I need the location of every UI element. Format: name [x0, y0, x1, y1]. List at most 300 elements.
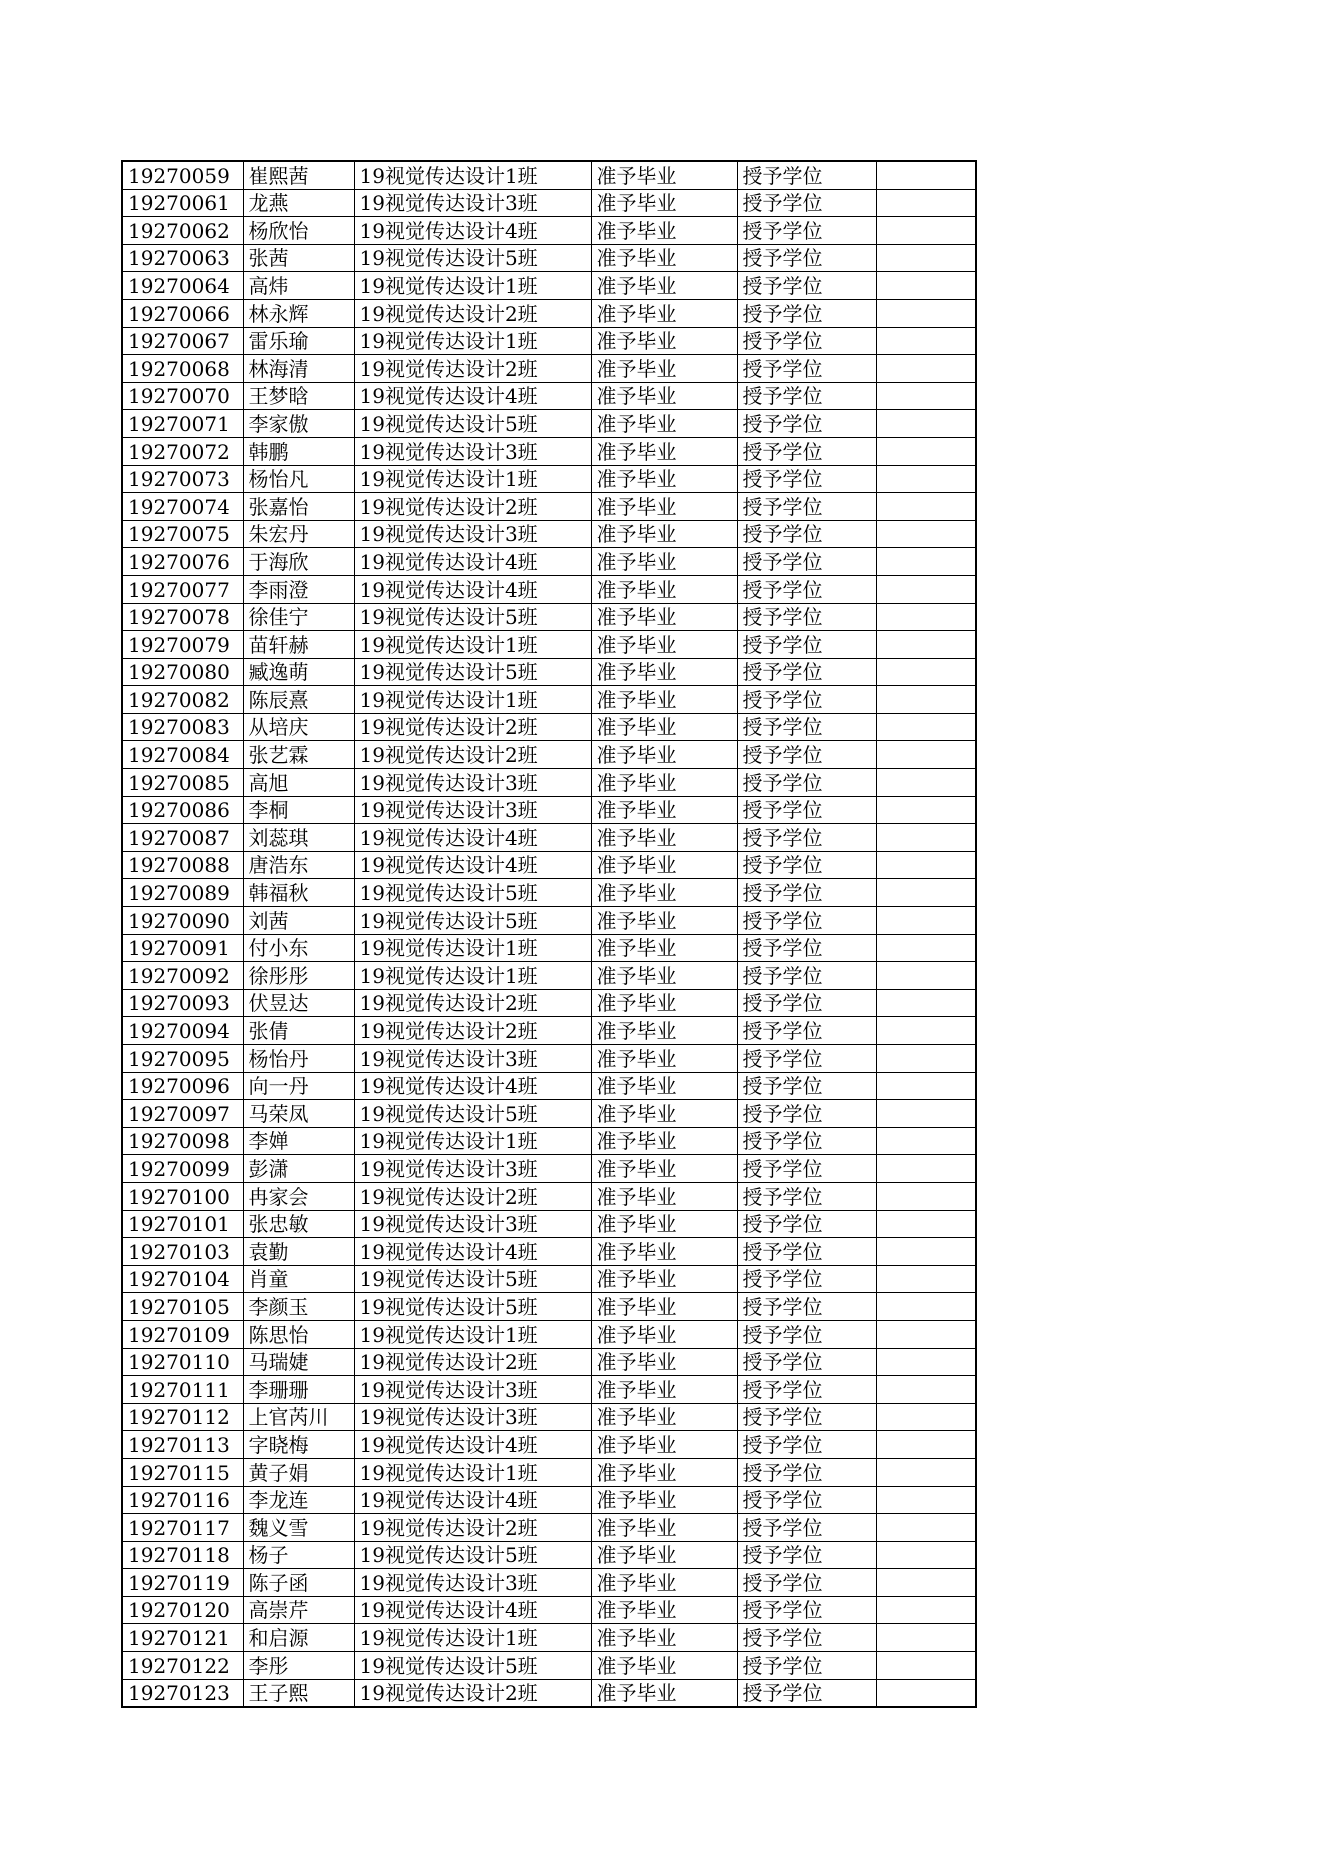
note-cell [876, 824, 976, 852]
note-cell [876, 1569, 976, 1597]
student-name-cell: 林海清 [243, 355, 354, 383]
table-row [122, 851, 976, 879]
student-id-cell: 19270087 [122, 824, 243, 852]
graduation-status-cell: 准予毕业 [591, 686, 737, 714]
graduation-status-cell: 准予毕业 [591, 796, 737, 824]
degree-status-cell: 授予学位 [737, 1100, 876, 1128]
student-id-cell: 19270119 [122, 1569, 243, 1597]
student-name-cell: 李颜玉 [243, 1293, 354, 1321]
class-name-cell: 19视觉传达设计4班 [354, 1238, 591, 1266]
class-name-cell: 19视觉传达设计4班 [354, 1486, 591, 1514]
student-id-cell: 19270073 [122, 465, 243, 493]
degree-status-cell: 授予学位 [737, 161, 876, 189]
student-id-cell: 19270067 [122, 327, 243, 355]
student-id-cell: 19270070 [122, 382, 243, 410]
class-name-cell: 19视觉传达设计2班 [354, 1348, 591, 1376]
note-cell [876, 934, 976, 962]
student-name-cell: 杨子 [243, 1541, 354, 1569]
table-row [122, 1652, 976, 1680]
student-id-cell: 19270112 [122, 1403, 243, 1431]
degree-status-cell: 授予学位 [737, 1652, 876, 1680]
student-name-cell: 张嘉怡 [243, 493, 354, 521]
graduation-status-cell: 准予毕业 [591, 382, 737, 410]
student-name-cell: 陈子函 [243, 1569, 354, 1597]
student-id-cell: 19270104 [122, 1265, 243, 1293]
degree-status-cell: 授予学位 [737, 1072, 876, 1100]
student-id-cell: 19270117 [122, 1514, 243, 1542]
student-id-cell: 19270072 [122, 437, 243, 465]
note-cell [876, 1210, 976, 1238]
student-name-cell: 刘蕊琪 [243, 824, 354, 852]
table-row [122, 603, 976, 631]
student-id-cell: 19270084 [122, 741, 243, 769]
class-name-cell: 19视觉传达设计1班 [354, 1320, 591, 1348]
student-name-cell: 杨欣怡 [243, 217, 354, 245]
graduation-status-cell: 准予毕业 [591, 1624, 737, 1652]
degree-status-cell: 授予学位 [737, 1376, 876, 1404]
note-cell [876, 1293, 976, 1321]
degree-status-cell: 授予学位 [737, 382, 876, 410]
note-cell [876, 1514, 976, 1542]
student-id-cell: 19270099 [122, 1155, 243, 1183]
graduation-status-cell: 准予毕业 [591, 244, 737, 272]
graduation-status-cell: 准予毕业 [591, 1155, 737, 1183]
graduation-status-cell: 准予毕业 [591, 1045, 737, 1073]
student-name-cell: 唐浩东 [243, 851, 354, 879]
degree-status-cell: 授予学位 [737, 410, 876, 438]
class-name-cell: 19视觉传达设计3班 [354, 1210, 591, 1238]
class-name-cell: 19视觉传达设计5班 [354, 907, 591, 935]
student-id-cell: 19270080 [122, 658, 243, 686]
table-row [122, 1403, 976, 1431]
student-id-cell: 19270091 [122, 934, 243, 962]
graduation-status-cell: 准予毕业 [591, 1486, 737, 1514]
note-cell [876, 713, 976, 741]
student-id-cell: 19270110 [122, 1348, 243, 1376]
student-name-cell: 苗轩赫 [243, 631, 354, 659]
graduation-status-cell: 准予毕业 [591, 1514, 737, 1542]
degree-status-cell: 授予学位 [737, 1486, 876, 1514]
table-row [122, 1127, 976, 1155]
degree-status-cell: 授予学位 [737, 1679, 876, 1707]
table-row [122, 824, 976, 852]
note-cell [876, 658, 976, 686]
table-row [122, 1293, 976, 1321]
student-name-cell: 李婵 [243, 1127, 354, 1155]
note-cell [876, 989, 976, 1017]
student-id-cell: 19270066 [122, 299, 243, 327]
degree-status-cell: 授予学位 [737, 603, 876, 631]
degree-status-cell: 授予学位 [737, 465, 876, 493]
class-name-cell: 19视觉传达设计1班 [354, 1624, 591, 1652]
class-name-cell: 19视觉传达设计1班 [354, 686, 591, 714]
class-name-cell: 19视觉传达设计2班 [354, 713, 591, 741]
table-row [122, 1265, 976, 1293]
student-name-cell: 林永辉 [243, 299, 354, 327]
student-id-cell: 19270086 [122, 796, 243, 824]
table-row [122, 1348, 976, 1376]
note-cell [876, 1679, 976, 1707]
note-cell [876, 1624, 976, 1652]
student-name-cell: 崔熙茜 [243, 161, 354, 189]
student-id-cell: 19270116 [122, 1486, 243, 1514]
graduation-status-cell: 准予毕业 [591, 1293, 737, 1321]
graduation-status-cell: 准予毕业 [591, 1210, 737, 1238]
graduation-status-cell: 准予毕业 [591, 548, 737, 576]
graduation-status-cell: 准予毕业 [591, 1127, 737, 1155]
student-id-cell: 19270113 [122, 1431, 243, 1459]
student-id-cell: 19270079 [122, 631, 243, 659]
class-name-cell: 19视觉传达设计3班 [354, 520, 591, 548]
note-cell [876, 741, 976, 769]
class-name-cell: 19视觉传达设计4班 [354, 851, 591, 879]
student-id-cell: 19270109 [122, 1320, 243, 1348]
student-name-cell: 冉家会 [243, 1182, 354, 1210]
table-row [122, 989, 976, 1017]
note-cell [876, 1541, 976, 1569]
graduation-status-cell: 准予毕业 [591, 465, 737, 493]
table-row [122, 658, 976, 686]
student-id-cell: 19270077 [122, 575, 243, 603]
student-name-cell: 徐佳宁 [243, 603, 354, 631]
note-cell [876, 1403, 976, 1431]
note-cell [876, 1017, 976, 1045]
degree-status-cell: 授予学位 [737, 741, 876, 769]
degree-status-cell: 授予学位 [737, 1403, 876, 1431]
degree-status-cell: 授予学位 [737, 934, 876, 962]
class-name-cell: 19视觉传达设计2班 [354, 1182, 591, 1210]
student-id-cell: 19270075 [122, 520, 243, 548]
degree-status-cell: 授予学位 [737, 575, 876, 603]
student-id-cell: 19270095 [122, 1045, 243, 1073]
table-row [122, 769, 976, 797]
note-cell [876, 631, 976, 659]
student-id-cell: 19270103 [122, 1238, 243, 1266]
note-cell [876, 962, 976, 990]
table-row [122, 741, 976, 769]
note-cell [876, 410, 976, 438]
student-id-cell: 19270082 [122, 686, 243, 714]
student-name-cell: 李雨澄 [243, 575, 354, 603]
graduation-status-cell: 准予毕业 [591, 493, 737, 521]
degree-status-cell: 授予学位 [737, 189, 876, 217]
graduation-status-cell: 准予毕业 [591, 1569, 737, 1597]
note-cell [876, 769, 976, 797]
table-row [122, 907, 976, 935]
student-name-cell: 陈思怡 [243, 1320, 354, 1348]
student-id-cell: 19270122 [122, 1652, 243, 1680]
student-id-cell: 19270105 [122, 1293, 243, 1321]
graduation-status-cell: 准予毕业 [591, 1320, 737, 1348]
graduation-status-cell: 准予毕业 [591, 1376, 737, 1404]
graduation-status-cell: 准予毕业 [591, 1458, 737, 1486]
note-cell [876, 1072, 976, 1100]
table-row [122, 1320, 976, 1348]
table-row [122, 465, 976, 493]
note-cell [876, 1127, 976, 1155]
degree-status-cell: 授予学位 [737, 907, 876, 935]
student-name-cell: 陈辰熹 [243, 686, 354, 714]
table-row [122, 686, 976, 714]
class-name-cell: 19视觉传达设计1班 [354, 272, 591, 300]
note-cell [876, 603, 976, 631]
graduation-status-cell: 准予毕业 [591, 713, 737, 741]
class-name-cell: 19视觉传达设计5班 [354, 658, 591, 686]
graduation-status-cell: 准予毕业 [591, 879, 737, 907]
student-name-cell: 马瑞婕 [243, 1348, 354, 1376]
graduation-status-cell: 准予毕业 [591, 189, 737, 217]
student-id-cell: 19270111 [122, 1376, 243, 1404]
table-row [122, 327, 976, 355]
student-name-cell: 付小东 [243, 934, 354, 962]
table-row [122, 1155, 976, 1183]
degree-status-cell: 授予学位 [737, 1293, 876, 1321]
table-row [122, 1514, 976, 1542]
table-row [122, 548, 976, 576]
note-cell [876, 1155, 976, 1183]
note-cell [876, 1238, 976, 1266]
graduation-status-cell: 准予毕业 [591, 1017, 737, 1045]
class-name-cell: 19视觉传达设计2班 [354, 299, 591, 327]
class-name-cell: 19视觉传达设计2班 [354, 1679, 591, 1707]
student-name-cell: 张忠敏 [243, 1210, 354, 1238]
degree-status-cell: 授予学位 [737, 631, 876, 659]
note-cell [876, 575, 976, 603]
student-id-cell: 19270083 [122, 713, 243, 741]
degree-status-cell: 授予学位 [737, 244, 876, 272]
table-row [122, 1072, 976, 1100]
table-row [122, 1569, 976, 1597]
table-row [122, 796, 976, 824]
graduation-status-cell: 准予毕业 [591, 1679, 737, 1707]
note-cell [876, 548, 976, 576]
student-name-cell: 朱宏丹 [243, 520, 354, 548]
class-name-cell: 19视觉传达设计5班 [354, 1265, 591, 1293]
table-row [122, 1182, 976, 1210]
degree-status-cell: 授予学位 [737, 851, 876, 879]
class-name-cell: 19视觉传达设计3班 [354, 1569, 591, 1597]
note-cell [876, 217, 976, 245]
student-id-cell: 19270061 [122, 189, 243, 217]
class-name-cell: 19视觉传达设计4班 [354, 1072, 591, 1100]
class-name-cell: 19视觉传达设计4班 [354, 575, 591, 603]
class-name-cell: 19视觉传达设计5班 [354, 244, 591, 272]
student-id-cell: 19270096 [122, 1072, 243, 1100]
degree-status-cell: 授予学位 [737, 769, 876, 797]
class-name-cell: 19视觉传达设计3班 [354, 769, 591, 797]
class-name-cell: 19视觉传达设计2班 [354, 741, 591, 769]
class-name-cell: 19视觉传达设计1班 [354, 1458, 591, 1486]
table-row [122, 299, 976, 327]
student-name-cell: 张倩 [243, 1017, 354, 1045]
student-name-cell: 李桐 [243, 796, 354, 824]
student-name-cell: 高旭 [243, 769, 354, 797]
note-cell [876, 1596, 976, 1624]
degree-status-cell: 授予学位 [737, 1127, 876, 1155]
graduation-status-cell: 准予毕业 [591, 907, 737, 935]
student-name-cell: 雷乐瑜 [243, 327, 354, 355]
student-name-cell: 杨怡凡 [243, 465, 354, 493]
class-name-cell: 19视觉传达设计5班 [354, 1293, 591, 1321]
class-name-cell: 19视觉传达设计1班 [354, 161, 591, 189]
table-row [122, 189, 976, 217]
table-row [122, 410, 976, 438]
degree-status-cell: 授予学位 [737, 1265, 876, 1293]
student-id-cell: 19270101 [122, 1210, 243, 1238]
degree-status-cell: 授予学位 [737, 1596, 876, 1624]
class-name-cell: 19视觉传达设计3班 [354, 437, 591, 465]
graduation-status-cell: 准予毕业 [591, 299, 737, 327]
class-name-cell: 19视觉传达设计4班 [354, 1431, 591, 1459]
degree-status-cell: 授予学位 [737, 520, 876, 548]
student-name-cell: 刘茜 [243, 907, 354, 935]
graduation-status-cell: 准予毕业 [591, 1403, 737, 1431]
class-name-cell: 19视觉传达设计5班 [354, 1541, 591, 1569]
student-graduation-table [121, 160, 977, 1708]
class-name-cell: 19视觉传达设计1班 [354, 465, 591, 493]
note-cell [876, 465, 976, 493]
degree-status-cell: 授予学位 [737, 1320, 876, 1348]
degree-status-cell: 授予学位 [737, 989, 876, 1017]
note-cell [876, 299, 976, 327]
note-cell [876, 493, 976, 521]
graduation-status-cell: 准予毕业 [591, 851, 737, 879]
class-name-cell: 19视觉传达设计1班 [354, 327, 591, 355]
class-name-cell: 19视觉传达设计2班 [354, 989, 591, 1017]
student-name-cell: 王梦晗 [243, 382, 354, 410]
degree-status-cell: 授予学位 [737, 1182, 876, 1210]
class-name-cell: 19视觉传达设计1班 [354, 1127, 591, 1155]
degree-status-cell: 授予学位 [737, 686, 876, 714]
class-name-cell: 19视觉传达设计3班 [354, 796, 591, 824]
note-cell [876, 1431, 976, 1459]
graduation-status-cell: 准予毕业 [591, 1100, 737, 1128]
table-row [122, 244, 976, 272]
table-row [122, 1624, 976, 1652]
degree-status-cell: 授予学位 [737, 1210, 876, 1238]
degree-status-cell: 授予学位 [737, 1431, 876, 1459]
graduation-status-cell: 准予毕业 [591, 1541, 737, 1569]
note-cell [876, 879, 976, 907]
table-row [122, 1541, 976, 1569]
note-cell [876, 1045, 976, 1073]
graduation-status-cell: 准予毕业 [591, 1652, 737, 1680]
student-id-cell: 19270092 [122, 962, 243, 990]
student-name-cell: 李龙连 [243, 1486, 354, 1514]
degree-status-cell: 授予学位 [737, 962, 876, 990]
table-row [122, 382, 976, 410]
table-row [122, 575, 976, 603]
table-row [122, 1458, 976, 1486]
class-name-cell: 19视觉传达设计1班 [354, 631, 591, 659]
note-cell [876, 851, 976, 879]
degree-status-cell: 授予学位 [737, 272, 876, 300]
table-row [122, 631, 976, 659]
table-row [122, 1486, 976, 1514]
student-name-cell: 李珊珊 [243, 1376, 354, 1404]
class-name-cell: 19视觉传达设计4班 [354, 548, 591, 576]
class-name-cell: 19视觉传达设计1班 [354, 962, 591, 990]
degree-status-cell: 授予学位 [737, 796, 876, 824]
student-id-cell: 19270115 [122, 1458, 243, 1486]
student-id-cell: 19270121 [122, 1624, 243, 1652]
student-id-cell: 19270094 [122, 1017, 243, 1045]
student-name-cell: 张艺霖 [243, 741, 354, 769]
graduation-status-cell: 准予毕业 [591, 769, 737, 797]
class-name-cell: 19视觉传达设计2班 [354, 493, 591, 521]
note-cell [876, 355, 976, 383]
student-name-cell: 伏昱达 [243, 989, 354, 1017]
table-row [122, 1045, 976, 1073]
note-cell [876, 327, 976, 355]
student-id-cell: 19270123 [122, 1679, 243, 1707]
note-cell [876, 686, 976, 714]
student-id-cell: 19270076 [122, 548, 243, 576]
graduation-status-cell: 准予毕业 [591, 272, 737, 300]
note-cell [876, 907, 976, 935]
table-row [122, 1210, 976, 1238]
table-row [122, 217, 976, 245]
student-id-cell: 19270064 [122, 272, 243, 300]
graduation-status-cell: 准予毕业 [591, 355, 737, 383]
note-cell [876, 189, 976, 217]
graduation-status-cell: 准予毕业 [591, 327, 737, 355]
class-name-cell: 19视觉传达设计2班 [354, 1017, 591, 1045]
graduation-status-cell: 准予毕业 [591, 1596, 737, 1624]
graduation-status-cell: 准予毕业 [591, 989, 737, 1017]
class-name-cell: 19视觉传达设计5班 [354, 603, 591, 631]
graduation-status-cell: 准予毕业 [591, 1431, 737, 1459]
note-cell [876, 1652, 976, 1680]
student-id-cell: 19270063 [122, 244, 243, 272]
student-name-cell: 黄子娟 [243, 1458, 354, 1486]
graduation-status-cell: 准予毕业 [591, 575, 737, 603]
note-cell [876, 272, 976, 300]
class-name-cell: 19视觉传达设计3班 [354, 189, 591, 217]
note-cell [876, 1265, 976, 1293]
class-name-cell: 19视觉传达设计5班 [354, 1100, 591, 1128]
graduation-status-cell: 准予毕业 [591, 437, 737, 465]
student-id-cell: 19270118 [122, 1541, 243, 1569]
student-name-cell: 魏义雪 [243, 1514, 354, 1542]
student-id-cell: 19270071 [122, 410, 243, 438]
student-id-cell: 19270074 [122, 493, 243, 521]
table-row [122, 355, 976, 383]
student-name-cell: 字晓梅 [243, 1431, 354, 1459]
degree-status-cell: 授予学位 [737, 355, 876, 383]
degree-status-cell: 授予学位 [737, 1569, 876, 1597]
table-body [122, 161, 976, 1707]
degree-status-cell: 授予学位 [737, 824, 876, 852]
student-id-cell: 19270089 [122, 879, 243, 907]
student-name-cell: 张茜 [243, 244, 354, 272]
class-name-cell: 19视觉传达设计3班 [354, 1403, 591, 1431]
degree-status-cell: 授予学位 [737, 493, 876, 521]
class-name-cell: 19视觉传达设计3班 [354, 1376, 591, 1404]
table-row [122, 1017, 976, 1045]
student-name-cell: 从培庆 [243, 713, 354, 741]
degree-status-cell: 授予学位 [737, 1238, 876, 1266]
degree-status-cell: 授予学位 [737, 217, 876, 245]
note-cell [876, 1182, 976, 1210]
degree-status-cell: 授予学位 [737, 879, 876, 907]
student-name-cell: 彭潇 [243, 1155, 354, 1183]
degree-status-cell: 授予学位 [737, 713, 876, 741]
table-row [122, 879, 976, 907]
table-row [122, 493, 976, 521]
degree-status-cell: 授予学位 [737, 1017, 876, 1045]
class-name-cell: 19视觉传达设计4班 [354, 824, 591, 852]
